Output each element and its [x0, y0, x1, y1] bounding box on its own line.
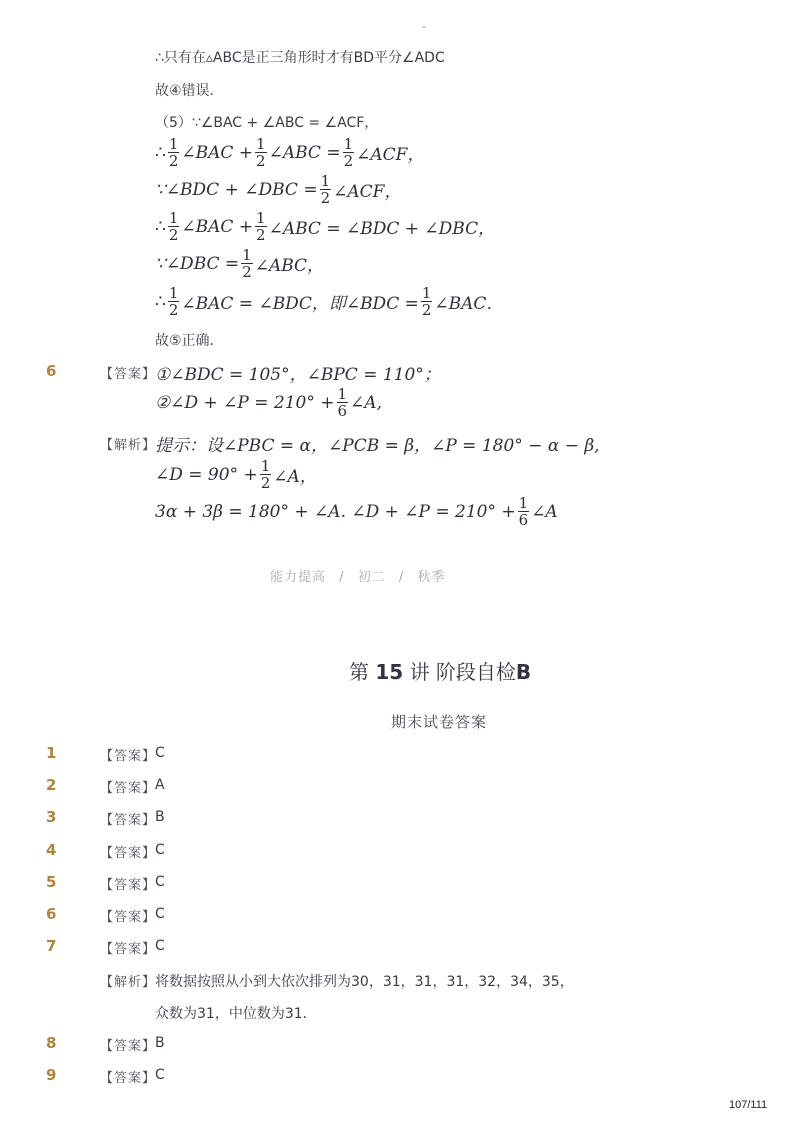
therefore-sign: ∴	[155, 216, 166, 237]
proof-line-6	[155, 210, 495, 243]
proof-line-2: 故④错误．	[155, 83, 224, 99]
expr-segment: 3α + 3β = 180° + ∠A. ∠D + ∠P = 210° +	[155, 501, 516, 522]
question-number: 1	[46, 744, 57, 762]
fraction-sixth: $\frac{1}{6}$	[518, 494, 529, 529]
proof-line-8	[155, 285, 503, 318]
answer-value: A	[155, 777, 165, 793]
therefore-sign: ∴	[155, 291, 166, 312]
question-number: 8	[46, 1034, 57, 1052]
proof-line-5	[155, 173, 401, 206]
fraction-half: $\frac{1}{2}$	[256, 135, 266, 170]
expr-segment: ∠BAC．	[434, 294, 504, 314]
expr-segment: ∠D = 90° +	[155, 464, 258, 485]
expr-segment: ∠ACF，	[333, 182, 402, 202]
answer-tag: 【答案】	[100, 878, 157, 893]
fraction-half: $\frac{1}{2}$	[168, 284, 179, 319]
expr-segment: ∠A，	[273, 467, 317, 487]
expr-segment: ∠ACF，	[356, 145, 425, 165]
question-number: 3	[46, 808, 57, 826]
answer-value: C	[155, 906, 165, 922]
fraction-half: $\frac{1}{2}$	[320, 172, 331, 207]
lecture-number: 15	[375, 660, 404, 684]
analysis-line-3	[155, 495, 558, 528]
footer-course: 能力提高	[270, 570, 327, 585]
expr-segment: ∠ABC =	[268, 142, 341, 163]
analysis-tag: 【解析】	[100, 975, 157, 990]
question-number: 9	[46, 1066, 57, 1084]
fraction-half: $\frac{1}{2}$	[421, 284, 432, 319]
question-number: 4	[46, 841, 57, 859]
expr-segment: ∠ABC = ∠BDC + ∠DBC，	[268, 219, 496, 239]
footer-season: 秋季	[417, 570, 446, 585]
lecture-prefix: 第	[349, 660, 369, 684]
answer-tag: 【答案】	[100, 749, 157, 764]
fraction-half: $\frac{1}{2}$	[343, 135, 354, 170]
expr-segment: ∠BAC +	[181, 142, 254, 163]
therefore-sign: ∴	[155, 142, 166, 163]
proof-line-1: ∴只有在▵ABC是正三角形时才有BD平分∠ADC	[155, 50, 445, 66]
question-number: 7	[46, 937, 57, 955]
answer-value: C	[155, 874, 165, 890]
top-mark: -	[422, 20, 426, 33]
answer-tag: 【答案】	[100, 813, 157, 828]
lecture-suffix: B	[515, 660, 532, 684]
page-number: 107/111	[729, 1099, 768, 1111]
fraction-sixth: $\frac{1}{6}$	[337, 385, 348, 420]
proof-line-4	[155, 136, 424, 169]
question-number: 6	[46, 905, 57, 923]
answer-tag: 【答案】	[100, 942, 157, 957]
answer-value: C	[155, 745, 165, 761]
fraction-half: $\frac{1}{2}$	[168, 135, 179, 170]
lecture-title	[349, 656, 531, 685]
answer-value: B	[155, 1035, 165, 1051]
answer-value: C	[155, 842, 165, 858]
lecture-name: 讲 阶段自检	[409, 660, 516, 684]
fraction-half: $\frac{1}{2}$	[168, 209, 179, 244]
analysis-line-2	[155, 458, 317, 491]
answer-value: C	[155, 1067, 165, 1083]
analysis-line: 众数为31，中位数为31．	[155, 1006, 317, 1022]
question-number: 6	[46, 362, 57, 380]
proof-line-3: （5）∵∠BAC + ∠ABC = ∠ACF，	[155, 115, 379, 131]
answer-tag: 【答案】	[100, 1071, 157, 1086]
footer-grade: 初二	[357, 570, 386, 585]
expr-segment: ∠A,	[350, 392, 382, 413]
expr-segment: ∠ABC，	[254, 256, 325, 276]
lecture-subtitle: 期末试卷答案	[391, 713, 488, 731]
expr-segment: ∠A	[531, 501, 558, 522]
expr-segment: ②∠D + ∠P = 210° +	[155, 392, 335, 413]
answer-line-1: ①∠BDC = 105°，∠BPC = 110°；	[155, 365, 441, 385]
page-footer	[270, 566, 445, 585]
proof-line-7	[155, 247, 324, 280]
analysis-line-1: 提示：设∠PBC = α，∠PCB = β，∠P = 180° − α − β,	[155, 436, 600, 456]
answer-tag: 【答案】	[100, 846, 157, 861]
question-number: 5	[46, 873, 57, 891]
answer-tag: 【答案】	[100, 910, 157, 925]
expr-segment: ∠BAC +	[181, 216, 254, 237]
answer-tag: 【答案】	[100, 367, 157, 382]
fraction-half: $\frac{1}{2}$	[256, 209, 266, 244]
expr-segment: ∵∠BDC + ∠DBC =	[155, 179, 318, 200]
analysis-tag: 【解析】	[100, 438, 157, 453]
answer-value: B	[155, 809, 165, 825]
answer-tag: 【答案】	[100, 781, 157, 796]
expr-segment: ∵∠DBC =	[155, 253, 240, 274]
answer-value: C	[155, 938, 165, 954]
answer-line-2	[155, 386, 382, 419]
footer-separator: /	[398, 570, 405, 585]
proof-line-9: 故⑤正确．	[155, 333, 224, 349]
question-number: 2	[46, 776, 57, 794]
fraction-half: $\frac{1}{2}$	[260, 457, 271, 492]
answer-tag: 【答案】	[100, 1039, 157, 1054]
expr-segment: ∠BAC = ∠BDC，即∠BDC =	[181, 294, 419, 314]
analysis-line: 将数据按照从小到大依次排列为30，31，31，31，32，34，35，	[155, 974, 574, 990]
fraction-half: $\frac{1}{2}$	[242, 246, 252, 281]
footer-separator: /	[339, 570, 345, 585]
